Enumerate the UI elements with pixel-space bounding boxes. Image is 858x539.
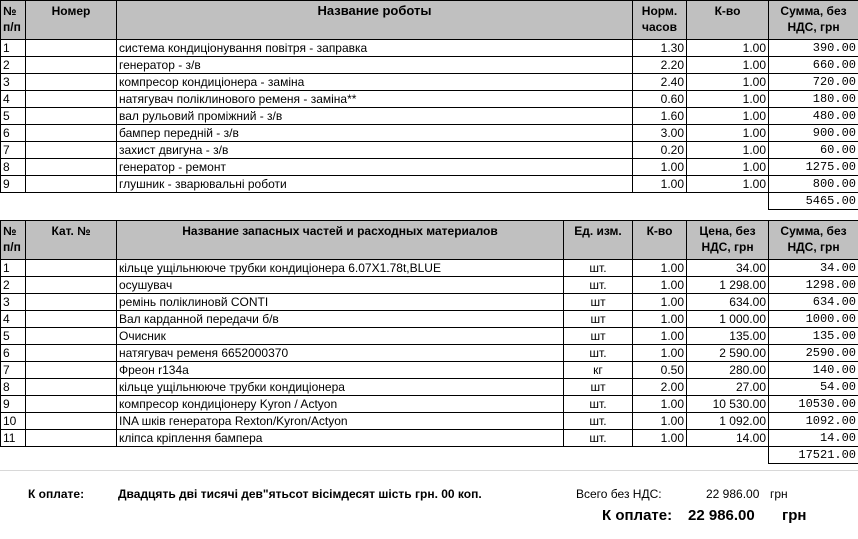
part-sum: 135.00 xyxy=(769,328,858,345)
work-hours: 1.00 xyxy=(633,176,687,193)
col-header-num: № п/п xyxy=(1,1,26,40)
part-qty: 1.00 xyxy=(633,396,687,413)
col-header-qty: К-во xyxy=(687,1,769,40)
part-unit: шт. xyxy=(564,396,633,413)
table-row xyxy=(1,311,858,328)
row-code xyxy=(26,57,117,74)
part-name: Вал карданной передачи б/в xyxy=(117,311,564,328)
table-row xyxy=(1,396,858,413)
work-sum: 180.00 xyxy=(769,91,858,108)
part-qty: 1.00 xyxy=(633,294,687,311)
row-number: 2 xyxy=(1,277,26,294)
part-name: осушувач xyxy=(117,277,564,294)
part-unit: шт. xyxy=(564,345,633,362)
payment-footer xyxy=(0,470,858,531)
table-row xyxy=(1,430,858,447)
table-row xyxy=(1,345,858,362)
row-code xyxy=(26,260,117,277)
parts-table xyxy=(0,220,858,464)
works-header-row xyxy=(1,1,858,40)
work-name: захист двигуна - з/в xyxy=(117,142,633,159)
part-sum: 140.00 xyxy=(769,362,858,379)
work-qty: 1.00 xyxy=(687,74,769,91)
row-number: 5 xyxy=(1,108,26,125)
part-price: 10 530.00 xyxy=(687,396,769,413)
work-sum: 1275.00 xyxy=(769,159,858,176)
row-number: 9 xyxy=(1,396,26,413)
work-name: бампер передній - з/в xyxy=(117,125,633,142)
table-row xyxy=(1,142,858,159)
part-name: кільце ущільнююче трубки кондиціонера xyxy=(117,379,564,396)
col-header-qty: К-во xyxy=(633,221,687,260)
table-row xyxy=(1,176,858,193)
work-hours: 1.60 xyxy=(633,108,687,125)
work-hours: 2.20 xyxy=(633,57,687,74)
row-number: 1 xyxy=(1,260,26,277)
works-table xyxy=(0,0,858,220)
part-name: компресор кондиціонеру Kyron / Actyon xyxy=(117,396,564,413)
part-unit: шт. xyxy=(564,430,633,447)
row-code xyxy=(26,142,117,159)
part-sum: 54.00 xyxy=(769,379,858,396)
part-price: 27.00 xyxy=(687,379,769,396)
col-header-name: Название запасных частей и расходных материалов xyxy=(117,221,564,260)
part-sum: 34.00 xyxy=(769,260,858,277)
work-hours: 0.60 xyxy=(633,91,687,108)
row-number: 8 xyxy=(1,159,26,176)
part-unit: шт xyxy=(564,379,633,396)
part-sum: 1000.00 xyxy=(769,311,858,328)
part-qty: 1.00 xyxy=(633,277,687,294)
part-price: 1 000.00 xyxy=(687,311,769,328)
part-qty: 1.00 xyxy=(633,311,687,328)
row-number: 10 xyxy=(1,413,26,430)
subtotal-currency: грн xyxy=(770,487,788,501)
table-row xyxy=(1,40,858,57)
work-hours: 3.00 xyxy=(633,125,687,142)
table-row xyxy=(1,328,858,345)
row-code xyxy=(26,74,117,91)
part-unit: шт. xyxy=(564,260,633,277)
amount-in-words: Двадцять дві тисячі дев"ятьсот вісімдесят шість грн. 00 коп. xyxy=(118,487,482,501)
row-code xyxy=(26,159,117,176)
part-price: 634.00 xyxy=(687,294,769,311)
row-code xyxy=(26,311,117,328)
part-name: натягувач ременя 6652000370 xyxy=(117,345,564,362)
parts-total: 17521.00 xyxy=(769,447,858,464)
part-name: кліпса кріплення бампера xyxy=(117,430,564,447)
part-sum: 14.00 xyxy=(769,430,858,447)
work-sum: 390.00 xyxy=(769,40,858,57)
work-hours: 0.20 xyxy=(633,142,687,159)
work-name: генератор - ремонт xyxy=(117,159,633,176)
table-row xyxy=(1,125,858,142)
row-number: 8 xyxy=(1,379,26,396)
parts-header-row xyxy=(1,221,858,260)
row-number: 6 xyxy=(1,345,26,362)
subtotal-value: 22 986.00 xyxy=(706,487,760,501)
part-sum: 10530.00 xyxy=(769,396,858,413)
part-price: 1 298.00 xyxy=(687,277,769,294)
row-code xyxy=(26,345,117,362)
table-row xyxy=(1,74,858,91)
part-price: 280.00 xyxy=(687,362,769,379)
part-qty: 2.00 xyxy=(633,379,687,396)
work-hours: 2.40 xyxy=(633,74,687,91)
part-qty: 1.00 xyxy=(633,260,687,277)
work-sum: 800.00 xyxy=(769,176,858,193)
row-code xyxy=(26,125,117,142)
part-sum: 634.00 xyxy=(769,294,858,311)
part-sum: 2590.00 xyxy=(769,345,858,362)
part-price: 14.00 xyxy=(687,430,769,447)
row-code xyxy=(26,379,117,396)
work-sum: 900.00 xyxy=(769,125,858,142)
col-header-price: Цена, без НДС, грн xyxy=(687,221,769,260)
work-name: натягувач поліклинового ременя - заміна** xyxy=(117,91,633,108)
work-name: глушник - зварювальні роботи xyxy=(117,176,633,193)
work-sum: 60.00 xyxy=(769,142,858,159)
total-currency: грн xyxy=(782,507,807,524)
table-row xyxy=(1,294,858,311)
total-value: 22 986.00 xyxy=(688,507,755,524)
row-number: 6 xyxy=(1,125,26,142)
part-price: 2 590.00 xyxy=(687,345,769,362)
row-number: 3 xyxy=(1,74,26,91)
part-price: 135.00 xyxy=(687,328,769,345)
work-qty: 1.00 xyxy=(687,91,769,108)
col-header-unit: Ед. изм. xyxy=(564,221,633,260)
table-row xyxy=(1,91,858,108)
part-unit: шт. xyxy=(564,277,633,294)
part-qty: 1.00 xyxy=(633,328,687,345)
works-total: 5465.00 xyxy=(769,193,858,210)
work-name: вал рульовий проміжний - з/в xyxy=(117,108,633,125)
row-code xyxy=(26,176,117,193)
part-unit: шт xyxy=(564,294,633,311)
row-number: 7 xyxy=(1,362,26,379)
row-number: 5 xyxy=(1,328,26,345)
total-label: К оплате: xyxy=(602,507,673,524)
col-header-sum: Сумма, без НДС, грн xyxy=(769,221,858,260)
part-qty: 0.50 xyxy=(633,362,687,379)
part-sum: 1298.00 xyxy=(769,277,858,294)
part-name: Очисник xyxy=(117,328,564,345)
row-number: 7 xyxy=(1,142,26,159)
table-row xyxy=(1,108,858,125)
part-unit: шт xyxy=(564,311,633,328)
row-number: 11 xyxy=(1,430,26,447)
col-header-name: Название роботы xyxy=(117,1,633,40)
part-price: 34.00 xyxy=(687,260,769,277)
row-number: 2 xyxy=(1,57,26,74)
col-header-hours: Норм. часов xyxy=(633,1,687,40)
table-row xyxy=(1,277,858,294)
table-row xyxy=(1,362,858,379)
col-header-sum: Сумма, без НДС, грн xyxy=(769,1,858,40)
part-name: Фреон r134a xyxy=(117,362,564,379)
work-qty: 1.00 xyxy=(687,159,769,176)
work-sum: 720.00 xyxy=(769,74,858,91)
part-name: ремінь поліклиновй CONTI xyxy=(117,294,564,311)
work-sum: 480.00 xyxy=(769,108,858,125)
row-number: 1 xyxy=(1,40,26,57)
col-header-code: Номер xyxy=(26,1,117,40)
row-number: 3 xyxy=(1,294,26,311)
subtotal-label: Всего без НДС: xyxy=(576,487,662,501)
row-number: 9 xyxy=(1,176,26,193)
row-code xyxy=(26,294,117,311)
work-qty: 1.00 xyxy=(687,40,769,57)
row-code xyxy=(26,108,117,125)
part-name: INA шків генератора Rexton/Kyron/Actyon xyxy=(117,413,564,430)
work-qty: 1.00 xyxy=(687,108,769,125)
table-row xyxy=(1,413,858,430)
row-code xyxy=(26,362,117,379)
work-hours: 1.30 xyxy=(633,40,687,57)
pay-label: К оплате: xyxy=(28,487,85,501)
work-name: система кондиціонування повітря - заправка xyxy=(117,40,633,57)
work-name: компресор кондиціонера - заміна xyxy=(117,74,633,91)
table-row xyxy=(1,379,858,396)
row-number: 4 xyxy=(1,311,26,328)
part-qty: 1.00 xyxy=(633,430,687,447)
col-header-num: № п/п xyxy=(1,221,26,260)
part-unit: шт xyxy=(564,328,633,345)
work-qty: 1.00 xyxy=(687,57,769,74)
row-code xyxy=(26,396,117,413)
row-number: 4 xyxy=(1,91,26,108)
row-code xyxy=(26,413,117,430)
part-unit: кг xyxy=(564,362,633,379)
work-sum: 660.00 xyxy=(769,57,858,74)
part-sum: 1092.00 xyxy=(769,413,858,430)
row-code xyxy=(26,40,117,57)
part-price: 1 092.00 xyxy=(687,413,769,430)
part-unit: шт. xyxy=(564,413,633,430)
table-row xyxy=(1,260,858,277)
table-row xyxy=(1,159,858,176)
part-qty: 1.00 xyxy=(633,345,687,362)
work-hours: 1.00 xyxy=(633,159,687,176)
col-header-code: Кат. № xyxy=(26,221,117,260)
row-code xyxy=(26,91,117,108)
work-qty: 1.00 xyxy=(687,142,769,159)
part-qty: 1.00 xyxy=(633,413,687,430)
work-qty: 1.00 xyxy=(687,125,769,142)
row-code xyxy=(26,328,117,345)
row-code xyxy=(26,277,117,294)
part-name: кільце ущільнююче трубки кондиціонера 6.07X1.78t,BLUE xyxy=(117,260,564,277)
table-row xyxy=(1,57,858,74)
work-name: генератор - з/в xyxy=(117,57,633,74)
work-qty: 1.00 xyxy=(687,176,769,193)
row-code xyxy=(26,430,117,447)
